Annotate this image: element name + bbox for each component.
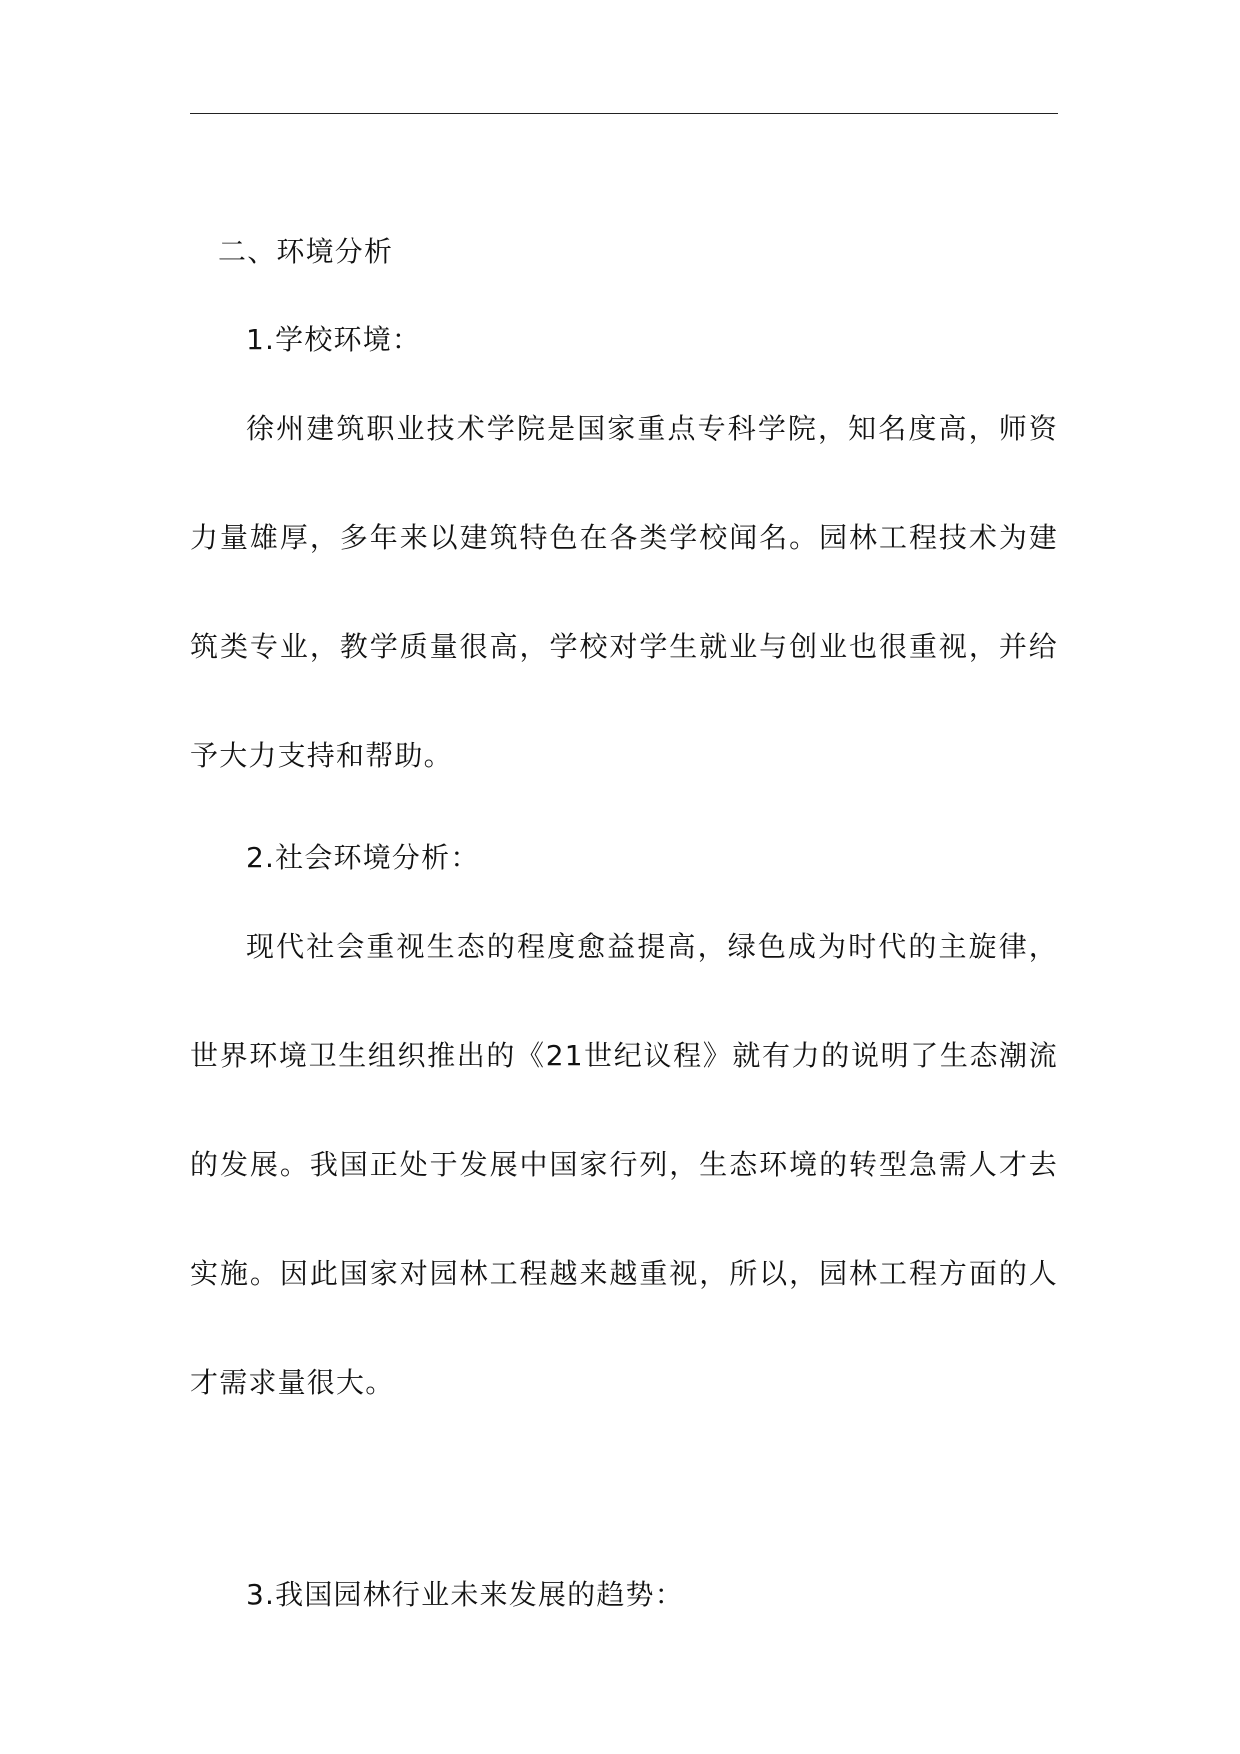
header-rule [190, 113, 1058, 114]
society-heading: 2.社会环境分析： [246, 841, 480, 874]
section-title: 二、环境分析 [218, 235, 394, 268]
school-paragraph: 徐州建筑职业技术学院是国家重点专科学院，知名度高，师资力量雄厚，多年来以建筑特色在各类学校闻名。园林工程技术为建筑类专业，教学质量很高，学校对学生就业与创业也很重视，并给予大力支持和帮助。 [190, 412, 1058, 772]
society-paragraph: 现代社会重视生态的程度愈益提高，绿色成为时代的主旋律，世界环境卫生组织推出的《21世纪议程》就有力的说明了生态潮流的发展。我国正处于发展中国家行列，生态环境的转型急需人才去实施。因此国家对园林工程越来越重视，所以，园林工程方面的人才需求量很大。 [190, 930, 1058, 1399]
trend-heading: 3.我国园林行业未来发展的趋势： [246, 1578, 684, 1611]
school-heading: 1.学校环境： [246, 323, 422, 356]
